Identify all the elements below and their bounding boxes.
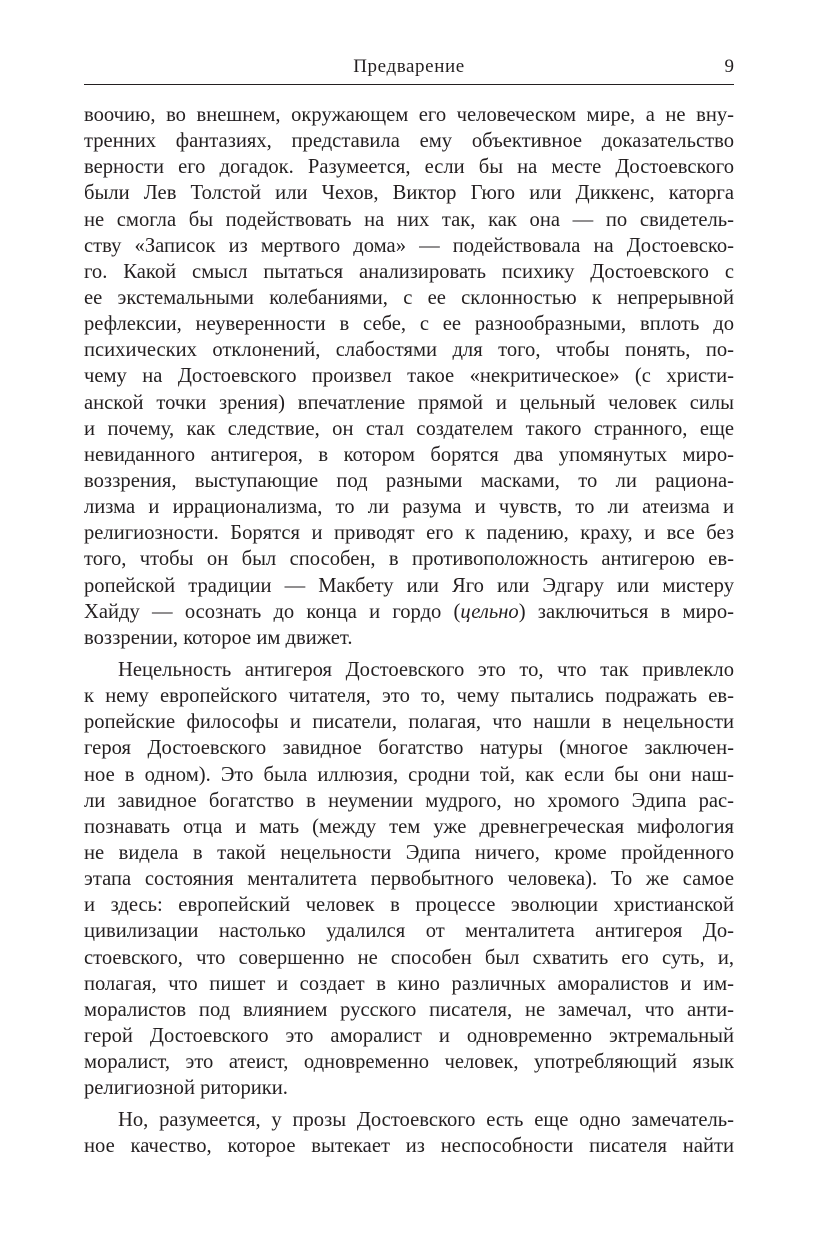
- text-line-first: Нецельность антигероя Достоевского это то, что так привлекло: [118, 658, 734, 681]
- text-line: ное качество, которое вытекает из неспособности писателя найти: [84, 1135, 734, 1158]
- text-line: религиозности. Борятся и приводят его к падению, краху, и все без: [84, 522, 734, 545]
- paragraph-3: [84, 1107, 734, 1159]
- text-line: к нему европейского читателя, это то, чему пытались подражать ев-: [84, 685, 734, 708]
- text-line: полагая, что пишет и создает в кино различных аморалистов и им-: [84, 972, 734, 995]
- text-line: анской точки зрения) впечатление прямой и цельный человек силы: [84, 391, 734, 414]
- text-line: были Лев Толстой или Чехов, Виктор Гюго или Диккенс, каторга: [84, 182, 734, 205]
- text-line: ропейские философы и писатели, полагая, что нашли в нецельности: [84, 711, 734, 734]
- paragraph-2: [84, 657, 734, 1101]
- page-number: 9: [724, 56, 734, 77]
- text-line: ропейской традиции — Макбету или Яго или Эдгару или мистеру: [84, 574, 734, 597]
- text-line: не смогла бы подействовать на них так, как она — по свидетель-: [84, 208, 734, 231]
- text-line: герой Достоевского это аморалист и одновременно эктремальный: [84, 1024, 734, 1047]
- text-line: ли завидное богатство в неумении мудрого, но хромого Эдипа рас-: [84, 789, 734, 812]
- text-line: го. Какой смысл пытаться анализировать психику Достоевского с: [84, 260, 734, 283]
- text-line: ству «Записок из мертвого дома» — подействовала на Достоевско-: [84, 234, 734, 257]
- text-line: познавать отца и мать (между тем уже древнегреческая мифология: [84, 815, 734, 838]
- paragraph-1: [84, 102, 734, 651]
- text-line: воззрения, выступающие под разными масками, то ли рациона-: [84, 469, 734, 492]
- running-title: Предварение: [353, 56, 465, 77]
- text-line: невиданного антигероя, в котором борятся два упомянутых миро-: [84, 443, 734, 466]
- text-line: стоевского, что совершенно не способен был схватить его суть, и,: [84, 946, 734, 969]
- text-line: психических отклонений, слабостями для того, чтобы понять, по-: [84, 339, 734, 362]
- text-line: ное в одном). Это была иллюзия, сродни той, как если бы они наш-: [84, 763, 734, 786]
- text-line-first: Но, разумеется, у прозы Достоевского есть еще одно замечатель-: [118, 1109, 734, 1132]
- text-line: и почему, как следствие, он стал создателем такого странного, еще: [84, 417, 734, 440]
- text-line: лизма и иррационализма, то ли разума и чувств, то ли атеизма и: [84, 496, 734, 519]
- text-line-last: религиозной риторики.: [84, 1077, 288, 1100]
- text-line: ее экстемальными колебаниями, с ее склонностью к непрерывной: [84, 286, 734, 309]
- text-segment: ) заключиться в миро-: [518, 600, 734, 623]
- italic-emphasis: цельно: [460, 600, 519, 623]
- text-line: чему на Достоевского произвел такое «некритическое» (с христи-: [84, 365, 734, 388]
- text-line: цивилизации настолько удалился от менталитета антигероя До-: [84, 920, 734, 943]
- book-page: [84, 0, 734, 1241]
- text-line-with-italic: [84, 599, 734, 625]
- text-line: рефлексии, неуверенности в себе, с ее разнообразными, вплоть до: [84, 313, 734, 336]
- text-line: и здесь: европейский человек в процессе эволюции христианской: [84, 894, 734, 917]
- text-line: моралистов под влиянием русского писателя, не замечал, что анти-: [84, 998, 734, 1021]
- text-segment: Хайду — осознать до конца и гордо (: [84, 600, 461, 623]
- text-line: воочию, во внешнем, окружающем его человеческом мире, а не вну-: [84, 104, 734, 126]
- text-line: того, чтобы он был способен, в противоположность антигерою ев-: [84, 548, 734, 571]
- text-line: моралист, это атеист, одновременно человек, употребляющий язык: [84, 1051, 734, 1074]
- text-line-last: воззрении, которое им движет.: [84, 626, 353, 649]
- running-header: [84, 52, 734, 85]
- text-line: героя Достоевского завидное богатство натуры (многое заключен-: [84, 737, 734, 760]
- text-line: не видела в такой нецельности Эдипа ничего, кроме пройденного: [84, 841, 734, 864]
- text-line: этапа состояния менталитета первобытного человека). То же самое: [84, 868, 734, 891]
- text-line: тренних фантазиях, представила ему объективное доказательство: [84, 130, 734, 153]
- body-text: [84, 102, 734, 1160]
- text-line: верности его догадок. Разумеется, если бы на месте Достоевского: [84, 156, 734, 179]
